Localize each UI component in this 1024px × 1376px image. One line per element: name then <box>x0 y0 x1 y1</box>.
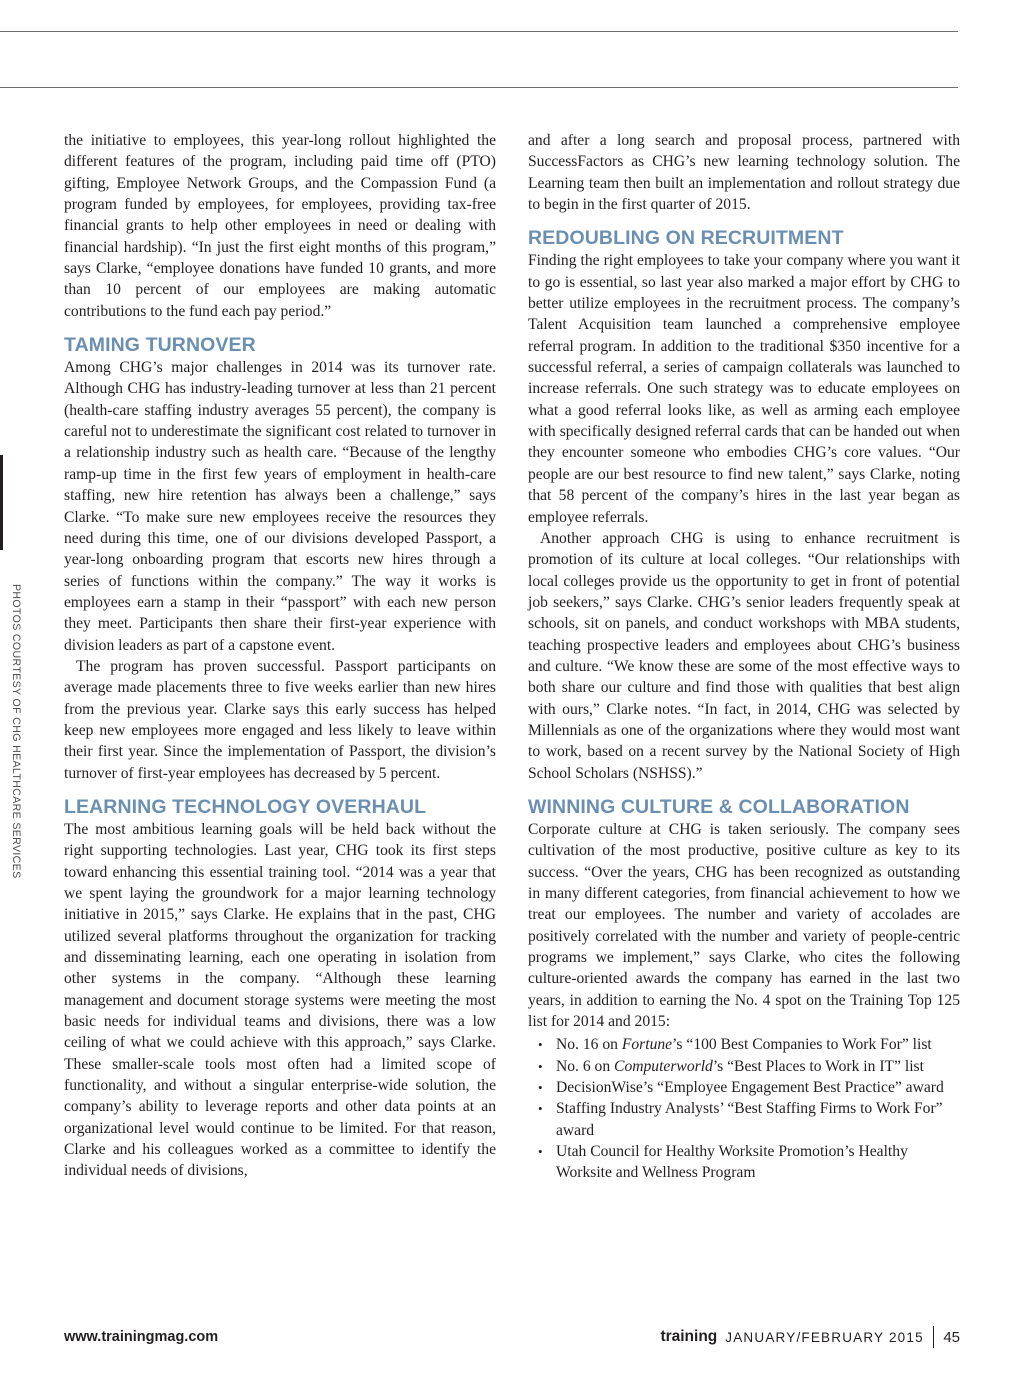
footer-folio <box>660 1326 960 1348</box>
paragraph-recruitment-2: Another approach CHG is using to enhance recruitment is promotion of its culture at local colleges. “Our relationships with local colleges provide us the opportunity to get in front of potential job seekers,” says Clarke. CHG’s senior leaders frequently speak at schools, sit on panels, and conduct workshops with MBA students, teaching prospective leaders and employees about CHG’s business and culture. “We know these are some of the most effective ways to both share our culture and find those with qualities that best align with ours,” Clarke notes. “In fact, in 2014, CHG was selected by Millennials as one of the organizations where they would most want to work, based on a recent survey by the National Society of High School Scholars (NSHSS).” <box>528 529 960 782</box>
paragraph-intro: the initiative to employees, this year-long rollout highlighted the different features of the program, including paid time off (PTO) gifting, Employee Network Groups, and the Compassion Fund (a program funded by employees, for employees, providing tax-free financial grants to help other employees in need or dealing with financial hardship). “In just the first eight months of this program,” says Clarke, “employee donations have funded 10 grants, and more than 10 percent of our employees are making automatic contributions to the fund each pay period.” <box>64 132 496 320</box>
heading-taming-turnover: TAMING TURNOVER <box>64 334 256 357</box>
page-number: 45 <box>943 1328 960 1346</box>
paragraph-learning: The most ambitious learning goals will be held back without the right supporting technologies. Last year, CHG took its first steps toward enhancing this essential training tool. “2014 was a year that we spent laying the groundwork for a major learning technology initiative in 2015,” says Clarke. He explains that in the past, CHG utilized several platforms throughout the organization for tracking and disseminating learning, each one operating in isolation from other systems in the company. “Although these learning management and document storage systems were meeting the most basic needs for individual teams and divisions, there was a low ceiling of what we could achieve with this approach,” says Clarke. These smaller-scale tools most often had a limited scope of functionality, and without a singular enterprise-wide solution, the company’s ability to leverage reports and other data points at an organizational level would continue to be limited. For that reason, Clarke and his colleagues worked as a committee to identify the individual needs of divisions, <box>64 820 496 1180</box>
award-item: • Staffing Industry Analysts’ “Best Staffing Firms to Work For” award <box>528 1098 960 1141</box>
award-item: • No. 6 on Computerworld’s “Best Places to Work in IT” list <box>528 1056 960 1077</box>
award-item: • DecisionWise’s “Employee Engagement Best Practice” award <box>528 1077 960 1098</box>
left-column <box>64 130 496 1182</box>
heading-learning-technology: LEARNING TECHNOLOGY OVERHAUL <box>64 795 427 818</box>
heading-redoubling-recruitment: REDOUBLING ON RECRUITMENT <box>528 227 844 250</box>
folio-divider <box>933 1326 935 1348</box>
paragraph-learning-continued: and after a long search and proposal process, partnered with SuccessFactors as CHG’s new learning technology solution. The Learning team then built an implementation and rollout strategy due to begin in the first quarter of 2015. <box>528 132 960 214</box>
page-footer <box>64 1326 960 1348</box>
page-edge-mark <box>0 455 3 550</box>
awards-list <box>528 1034 960 1183</box>
heading-winning-culture: WINNING CULTURE & COLLABORATION <box>528 795 910 818</box>
right-column <box>528 130 960 1184</box>
footer-url[interactable]: www.trainingmag.com <box>64 1329 219 1345</box>
issue-date: JANUARY/FEBRUARY 2015 <box>725 1329 924 1345</box>
paragraph-culture: Corporate culture at CHG is taken seriously. The company sees cultivation of the most productive, positive culture as key to its success. “Over the years, CHG has been recognized as outstanding in many different categories, from financial achievement to how we treat our employees. The number and variety of accolades are positively correlated with the number and variety of people-centric programs we implement,” says Clarke, who cites the following culture-oriented awards the company has earned in the last two years, in addition to earning the No. 4 spot on the Training Top 125 list for 2014 and 2015: <box>528 820 960 1031</box>
award-item: • Utah Council for Healthy Worksite Promotion’s Healthy Worksite and Wellness Program <box>528 1141 960 1184</box>
photo-credit: PHOTOS COURTESY OF CHG HEALTHCARE SERVICES <box>10 584 22 879</box>
paragraph-turnover-1: Among CHG’s major challenges in 2014 was its turnover rate. Although CHG has industry-leading turnover at less than 21 percent (health-care staffing industry averages 55 percent), the company is careful not to underestimate the significant cost related to turnover in a relationship industry such as health care. “Because of the lengthy ramp-up time in the first few years of employment in health-care staffing, new hire retention has always been a challenge,” says Clarke. “To make sure new employees receive the resources they need during this time, one of our divisions developed Passport, a year-long onboarding program that escorts new hires through a series of functions within the company.” The way it works is employees earn a stamp in their “passport” with each new person they meet. Participants then share their first-year experience with division leaders as part of a capstone event. <box>64 359 496 654</box>
header-rule <box>0 87 958 88</box>
award-item: • No. 16 on Fortune’s “100 Best Companies to Work For” list <box>528 1034 960 1055</box>
top-rule <box>0 31 958 32</box>
magazine-brand: training <box>660 1328 718 1345</box>
paragraph-recruitment-1: Finding the right employees to take your company where you want it to go is essential, so last year also marked a major effort by CHG to better utilize employees in the recruitment process. The company’s Talent Acquisition team launched a comprehensive employee referral program. In addition to the traditional $350 incentive for a successful referral, a series of campaign collaterals was launched to increase referrals. One such strategy was to educate employees on what a good referral looks like, as well as arming each employee with specifically designed referral cards that can be handed out when they encounter someone who embodies CHG’s core values. “Our people are our best resource to find new talent,” says Clarke, noting that 58 percent of the company’s hires in the last year began as employee referrals. <box>528 252 960 526</box>
paragraph-turnover-2: The program has proven successful. Passport participants on average made placements three to five weeks earlier than new hires from the previous year. Clarke says this early success has helped keep new employees more engaged and less likely to leave within their first year. Since the implementation of Passport, the division’s turnover of first-year employees has decreased by 5 percent. <box>64 657 496 782</box>
